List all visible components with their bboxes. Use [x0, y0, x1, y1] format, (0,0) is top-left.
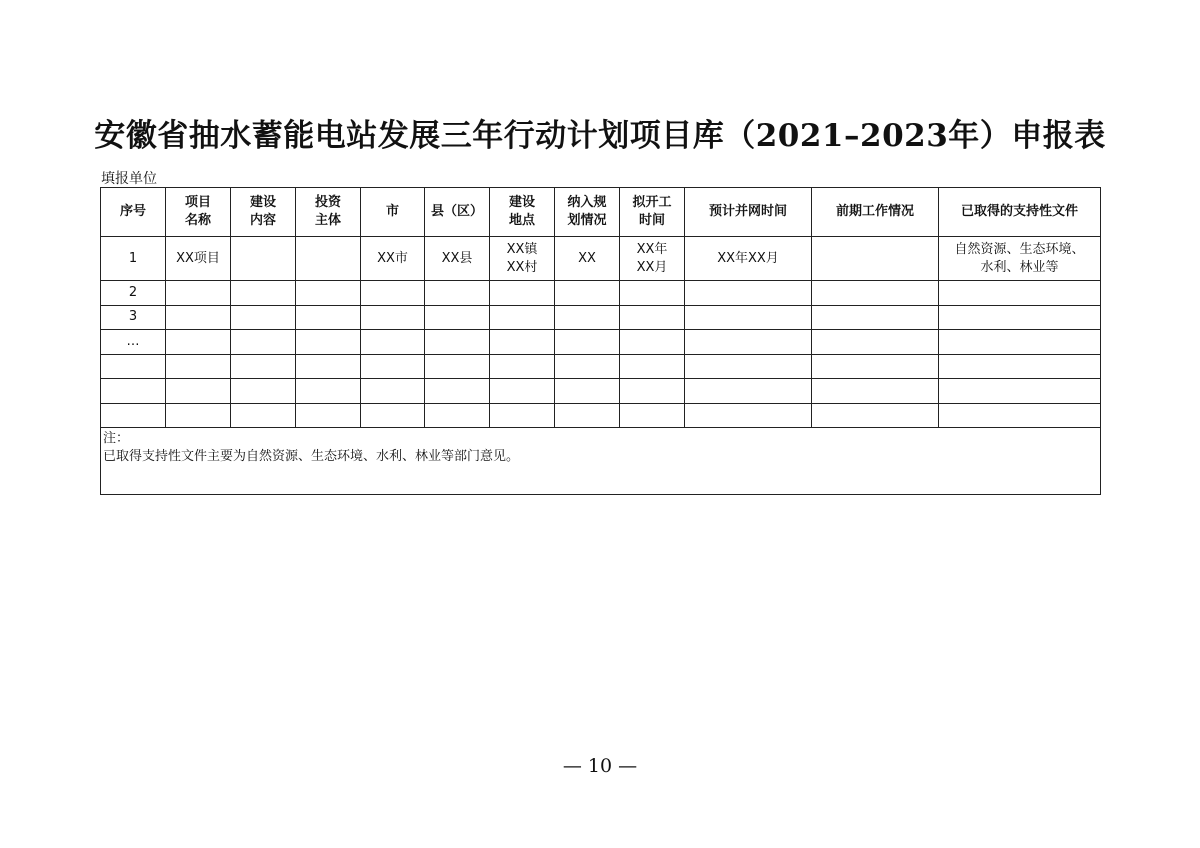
column-header — [231, 188, 296, 237]
table-cell — [425, 403, 490, 428]
column-header-line: 地点 — [508, 213, 535, 228]
table-cell — [939, 281, 1101, 306]
table-cell — [425, 379, 490, 404]
table-cell — [296, 403, 361, 428]
column-header — [939, 188, 1101, 237]
table-cell — [620, 379, 685, 404]
table-header-row — [101, 188, 1101, 237]
table-cell — [685, 281, 812, 306]
table-cell — [166, 305, 231, 330]
column-header — [425, 188, 490, 237]
table-cell — [812, 379, 939, 404]
column-header-line: 县（区） — [430, 204, 483, 219]
column-header-line: 内容 — [249, 213, 276, 228]
table-row — [101, 379, 1101, 404]
table-cell — [939, 330, 1101, 355]
column-header-line: 市 — [385, 204, 399, 219]
table-row — [101, 305, 1101, 330]
column-header — [296, 188, 361, 237]
table-row — [101, 403, 1101, 428]
table-cell: XX项目 — [166, 237, 231, 281]
application-table — [100, 187, 1101, 495]
page-number: — 10 — — [562, 755, 638, 777]
table-cell — [231, 379, 296, 404]
note-cell — [101, 428, 1101, 495]
table-cell — [425, 354, 490, 379]
table-cell — [166, 403, 231, 428]
table-cell — [296, 354, 361, 379]
table-cell: XX市 — [361, 237, 425, 281]
column-header-line: 预计并网时间 — [708, 204, 787, 219]
table-cell — [620, 281, 685, 306]
table-cell — [812, 281, 939, 306]
table-cell — [101, 354, 166, 379]
note-row — [101, 428, 1101, 495]
column-header-line: 项目 — [184, 195, 211, 210]
table-cell — [555, 305, 620, 330]
table-cell — [812, 305, 939, 330]
document-title: 安徽省抽水蓄能电站发展三年行动计划项目库（2021–2023年）申报表 — [94, 118, 1106, 154]
table-cell: 1 — [101, 237, 166, 281]
table-cell — [166, 281, 231, 306]
table-cell — [620, 354, 685, 379]
table-cell: XX — [555, 237, 620, 281]
column-header-line: 名称 — [184, 213, 211, 228]
table-cell — [296, 305, 361, 330]
table-cell — [812, 330, 939, 355]
table-cell — [166, 379, 231, 404]
table-cell: XX年 XX月 — [620, 237, 685, 281]
table-row — [101, 237, 1101, 281]
column-header-line: 纳入规 — [567, 195, 607, 210]
column-header — [361, 188, 425, 237]
table-cell — [555, 379, 620, 404]
table-cell — [166, 354, 231, 379]
table-cell — [490, 403, 555, 428]
table-cell — [296, 237, 361, 281]
column-header-line: 建设 — [249, 195, 276, 210]
table-cell: XX县 — [425, 237, 490, 281]
table-cell — [361, 379, 425, 404]
column-header-line: 拟开工 — [632, 195, 672, 210]
table-cell — [620, 305, 685, 330]
table-row — [101, 354, 1101, 379]
column-header-line: 划情况 — [567, 213, 607, 228]
table-cell — [425, 330, 490, 355]
table-cell — [555, 403, 620, 428]
filing-unit-label: 填报单位 — [101, 171, 157, 187]
column-header-line: 已取得的支持性文件 — [960, 204, 1078, 219]
table-cell — [101, 379, 166, 404]
table-row — [101, 330, 1101, 355]
table-row — [101, 281, 1101, 306]
column-header — [101, 188, 166, 237]
table-cell — [812, 237, 939, 281]
column-header-line: 前期工作情况 — [835, 204, 914, 219]
table-cell — [939, 354, 1101, 379]
table-cell — [939, 305, 1101, 330]
table-cell — [685, 403, 812, 428]
table-cell — [361, 281, 425, 306]
table-cell — [361, 305, 425, 330]
table-cell: XX年XX月 — [685, 237, 812, 281]
column-header-line: 投资 — [314, 195, 341, 210]
column-header — [620, 188, 685, 237]
table-cell — [361, 330, 425, 355]
table-cell — [361, 354, 425, 379]
table-cell — [231, 354, 296, 379]
table-cell — [685, 305, 812, 330]
table-cell — [685, 354, 812, 379]
table-cell — [555, 330, 620, 355]
table-cell — [296, 281, 361, 306]
column-header — [812, 188, 939, 237]
table-cell: 2 — [101, 281, 166, 306]
column-header — [166, 188, 231, 237]
column-header — [555, 188, 620, 237]
table-cell — [939, 403, 1101, 428]
table-cell — [231, 330, 296, 355]
table-cell — [620, 330, 685, 355]
table-cell — [296, 379, 361, 404]
table-cell — [490, 305, 555, 330]
table-cell — [231, 403, 296, 428]
table-cell — [490, 354, 555, 379]
column-header-line: 主体 — [314, 213, 341, 228]
column-header-line: 序号 — [119, 204, 146, 219]
table-cell — [812, 354, 939, 379]
column-header-line: 建设 — [508, 195, 535, 210]
note-label: 注： — [103, 431, 130, 446]
table-cell: … — [101, 330, 166, 355]
table-cell — [101, 403, 166, 428]
column-header — [490, 188, 555, 237]
table-cell — [231, 237, 296, 281]
note-text: 已取得支持性文件主要为自然资源、生态环境、水利、林业等部门意见。 — [103, 449, 520, 464]
table-cell — [812, 403, 939, 428]
table-cell — [425, 305, 490, 330]
table-cell — [939, 379, 1101, 404]
column-header — [685, 188, 812, 237]
table-cell — [296, 330, 361, 355]
table-cell — [555, 281, 620, 306]
table-cell — [620, 403, 685, 428]
table-cell — [490, 281, 555, 306]
table-cell — [231, 305, 296, 330]
table-cell — [555, 354, 620, 379]
table-cell — [490, 330, 555, 355]
table-cell — [425, 281, 490, 306]
table-cell — [490, 379, 555, 404]
table-cell: 3 — [101, 305, 166, 330]
table-cell — [685, 330, 812, 355]
table-cell — [231, 281, 296, 306]
table-cell — [361, 403, 425, 428]
table-cell: 自然资源、生态环境、 水利、林业等 — [939, 237, 1101, 281]
table-cell: XX镇 XX村 — [490, 237, 555, 281]
table-cell — [685, 379, 812, 404]
column-header-line: 时间 — [638, 213, 665, 228]
table-cell — [166, 330, 231, 355]
